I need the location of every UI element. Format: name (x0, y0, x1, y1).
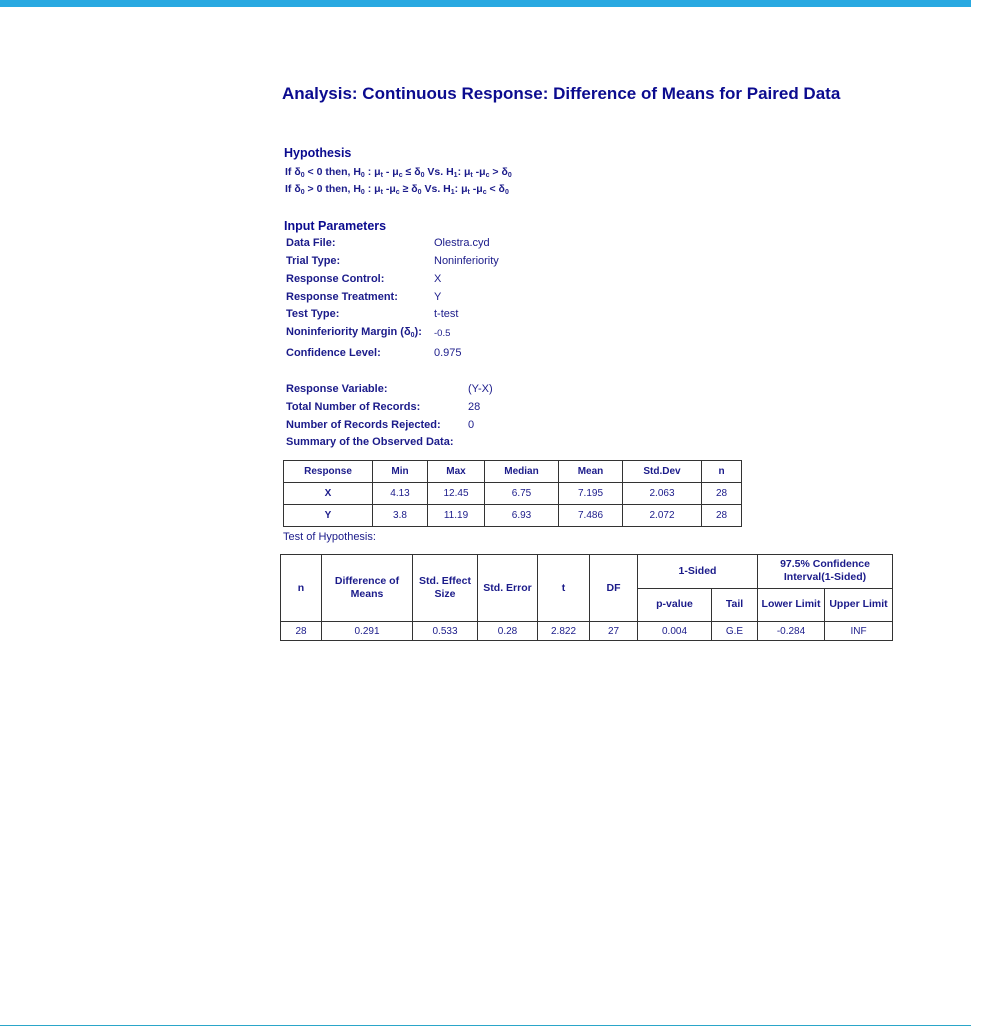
header-df: DF (590, 555, 638, 622)
header-n: n (281, 555, 322, 622)
response-treatment-label: Response Treatment: (286, 291, 398, 303)
page-title: Analysis: Continuous Response: Difference of Means for Paired Data (282, 84, 841, 103)
table-cell: X (284, 483, 373, 505)
table-cell: 0.28 (478, 622, 538, 641)
top-rule (0, 0, 971, 7)
header-t: t (538, 555, 590, 622)
header-std-error: Std. Error (478, 555, 538, 622)
table-row (281, 622, 893, 641)
data-file-value: Olestra.cyd (434, 237, 490, 249)
table-cell: 4.13 (373, 483, 428, 505)
response-control-value: X (434, 273, 442, 285)
table-cell: Y (284, 505, 373, 527)
test-of-hypothesis-label: Test of Hypothesis: (283, 531, 376, 543)
trial-type-value: Noninferiority (434, 255, 499, 267)
records-rejected-value: 0 (468, 419, 475, 431)
observed-data-label: Summary of the Observed Data: (286, 436, 454, 448)
header-std-effect-size: Std. Effect Size (413, 555, 478, 622)
summary-header-cell: Std.Dev (623, 461, 702, 483)
data-file-label: Data File: (286, 237, 336, 249)
header-upper-limit: Upper Limit (825, 588, 893, 622)
table-cell: 7.195 (559, 483, 623, 505)
table-cell: 6.93 (485, 505, 559, 527)
table-cell: 0.004 (638, 622, 712, 641)
table-cell: -0.284 (758, 622, 825, 641)
table-cell: 27 (590, 622, 638, 641)
summary-header-cell: Min (373, 461, 428, 483)
summary-header-cell: Max (428, 461, 485, 483)
confidence-level-value: 0.975 (434, 347, 462, 359)
header-lower-limit: Lower Limit (758, 588, 825, 622)
table-cell: 12.45 (428, 483, 485, 505)
hypothesis-header-row-1 (281, 555, 893, 589)
noninferiority-margin-value: -0.5 (434, 328, 451, 339)
header-1-sided: 1-Sided (638, 555, 758, 589)
table-cell: 3.8 (373, 505, 428, 527)
summary-header-row (284, 461, 742, 483)
header-difference-of-means: Difference of Means (322, 555, 413, 622)
table-cell: 11.19 (428, 505, 485, 527)
table-cell: 2.063 (623, 483, 702, 505)
table-cell: 2.072 (623, 505, 702, 527)
table-cell: 2.822 (538, 622, 590, 641)
response-variable-value: (Y-X) (468, 383, 493, 395)
response-variable-label: Response Variable: (286, 383, 388, 395)
hypothesis-heading: Hypothesis (284, 146, 352, 160)
records-rejected-label: Number of Records Rejected: (286, 419, 441, 431)
table-cell: 28 (281, 622, 322, 641)
table-cell: 28 (702, 505, 742, 527)
response-treatment-value: Y (434, 291, 442, 303)
summary-header-cell: Mean (559, 461, 623, 483)
confidence-level-label: Confidence Level: (286, 347, 381, 359)
table-cell: 7.486 (559, 505, 623, 527)
summary-header-cell: Response (284, 461, 373, 483)
total-records-label: Total Number of Records: (286, 401, 421, 413)
test-type-value: t-test (434, 308, 459, 320)
response-control-label: Response Control: (286, 273, 385, 285)
table-cell: 6.75 (485, 483, 559, 505)
header-tail: Tail (712, 588, 758, 622)
header-confidence-interval: 97.5% Confidence Interval(1-Sided) (758, 555, 893, 589)
table-cell: 0.291 (322, 622, 413, 641)
table-row (284, 505, 742, 527)
input-parameters-heading: Input Parameters (284, 219, 387, 233)
table-cell: 0.533 (413, 622, 478, 641)
table-row (284, 483, 742, 505)
trial-type-label: Trial Type: (286, 255, 341, 267)
header-p-value: p-value (638, 588, 712, 622)
summary-header-cell: Median (485, 461, 559, 483)
total-records-value: 28 (468, 401, 481, 413)
hypothesis-line-2: If $\delta_0 > 0$ then, $H_0$ : $\mu_t$ $-\mu_c \ge \delta_0$ Vs. $H_1$: $\mu_t$ $-\mu_c < \delta_0$ (285, 183, 509, 196)
noninferiority-margin-label: Noninferiority Margin $(\delta_0)$: (286, 326, 422, 339)
table-cell: 28 (702, 483, 742, 505)
hypothesis-line-1: If $\delta_0 < 0$ then, $H_0$ : $\mu_t - \mu_c \le \delta_0$ Vs. $H_1$: $\mu_t$ $-\mu_c > \delta_0$ (285, 166, 512, 179)
hypothesis-table (280, 554, 893, 641)
table-cell: INF (825, 622, 893, 641)
test-type-label: Test Type: (286, 308, 340, 320)
bottom-rule (0, 1025, 971, 1026)
summary-table (283, 460, 742, 527)
table-cell: G.E (712, 622, 758, 641)
summary-header-cell: n (702, 461, 742, 483)
